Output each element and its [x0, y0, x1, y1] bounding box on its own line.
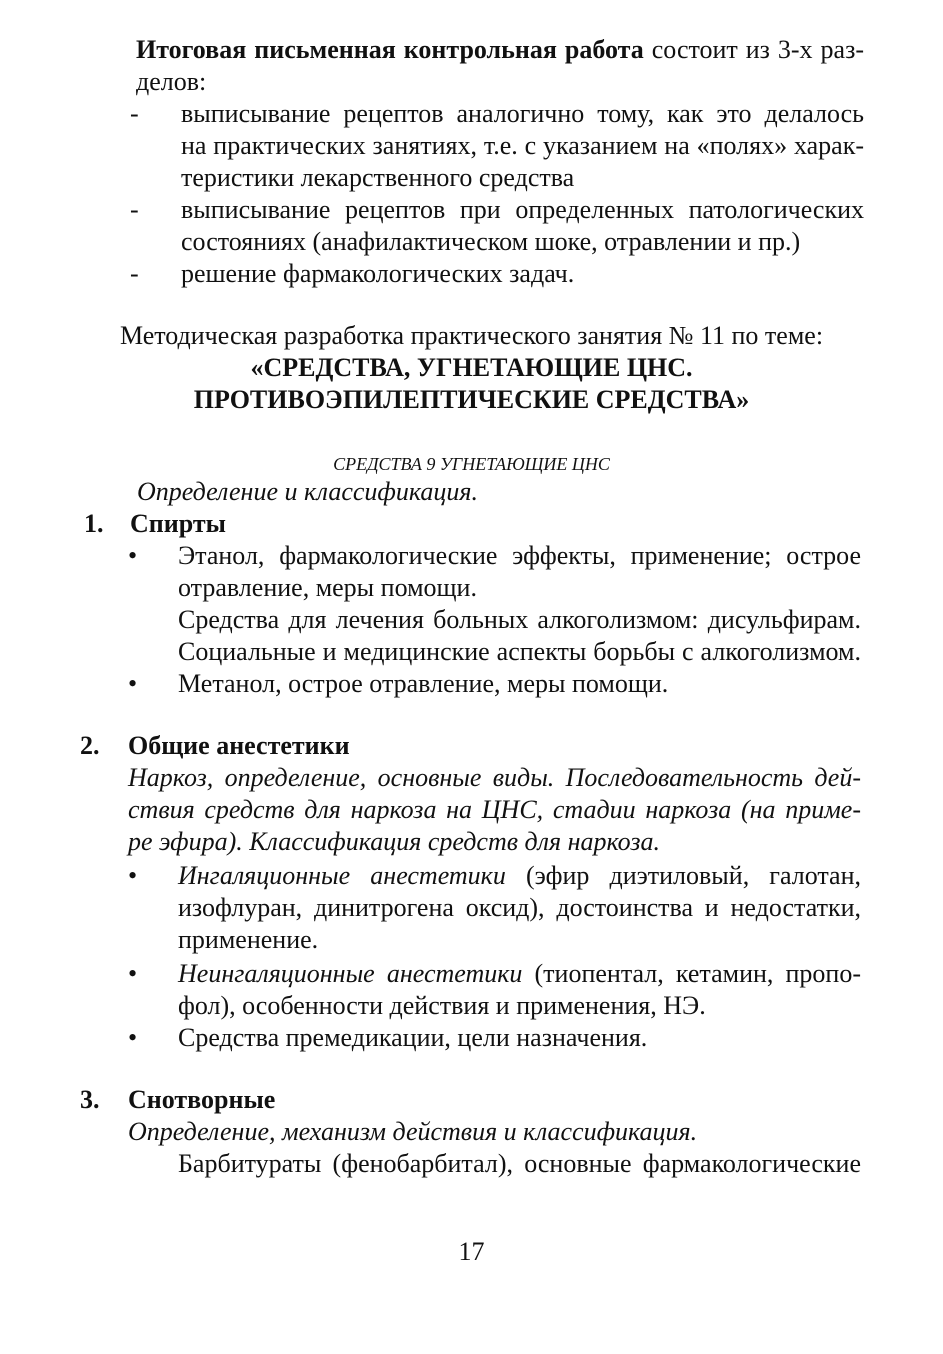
intro-line-2: делов:	[136, 67, 207, 96]
s2-bullet-2-line-2: фол), особенности действия и применения, НЭ.	[178, 991, 706, 1020]
section-1-number: 1.	[84, 509, 104, 538]
s2-intro-line-3: ре эфира). Классификация средств для наркоза.	[128, 827, 660, 856]
s2-bullet-1-rest: (эфир диэтиловый, галотан,	[505, 861, 861, 890]
s3-intro: Определение, механизм действия и классификация.	[128, 1117, 698, 1146]
s2-bullet-1-line-3: применение.	[178, 925, 319, 954]
s2-bullet-1-line-1	[178, 860, 861, 892]
intro-item-1-line-1: выписывание рецептов аналогично тому, как это делалось	[181, 99, 864, 128]
section-2-number: 2.	[80, 731, 100, 760]
s2-bullet-2-rest: (тиопентал, кетамин, пропо-	[522, 959, 861, 988]
bullet: •	[128, 959, 138, 988]
section-subheading: СРЕДСТВА 9 УГНЕТАЮЩИЕ ЦНС	[333, 454, 610, 474]
intro-item-2-line-2: состояниях (анафилактическом шоке, отравлении и пр.)	[181, 227, 801, 256]
s2-bullet-1-line-2: изофлуран, динитрогена оксид), достоинства и недостатки,	[178, 893, 861, 922]
s1-bullet-2: Метанол, острое отравление, меры помощи.	[178, 669, 669, 698]
intro-item-3: решение фармакологических задач.	[181, 259, 575, 288]
dash-marker: -	[130, 99, 139, 128]
section-3-title: Снотворные	[128, 1085, 276, 1114]
topic-title-line-2: ПРОТИВОЭПИЛЕПТИЧЕСКИЕ СРЕДСТВА»	[193, 385, 750, 414]
intro-item-1-line-3: теристики лекарственного средства	[181, 163, 575, 192]
methodical-heading: Методическая разработка практического занятия № 11 по теме:	[119, 321, 824, 350]
bullet: •	[128, 1023, 138, 1052]
s1-cont-line-1: Средства для лечения больных алкоголизмом: дисульфирам.	[178, 605, 861, 634]
intro-bold: Итоговая письменная контрольная работа	[136, 35, 644, 64]
bullet: •	[128, 669, 138, 698]
section-2-title: Общие анестетики	[128, 731, 350, 760]
bullet: •	[128, 861, 138, 890]
s2-bullet-1-italic: Ингаляционные анестетики	[178, 861, 506, 890]
s1-bullet-1-line-1: Этанол, фармакологические эффекты, применение; острое	[178, 541, 861, 570]
dash-marker: -	[130, 195, 139, 224]
s1-cont-line-2: Социальные и медицинские аспекты борьбы с алкоголизмом.	[178, 637, 861, 666]
bullet: •	[128, 541, 138, 570]
intro-line-1	[136, 34, 864, 66]
s1-bullet-1-line-2: отравление, меры помощи.	[178, 573, 477, 602]
dash-marker: -	[130, 259, 139, 288]
s2-intro-line-2: ствия средств для наркоза на ЦНС, стадии наркоза (на приме-	[128, 795, 861, 824]
section-1-title: Спирты	[130, 509, 226, 538]
s2-bullet-3: Средства премедикации, цели назначения.	[178, 1023, 648, 1052]
definition-line: Определение и классификация.	[137, 477, 478, 506]
topic-title-line-1: «СРЕДСТВА, УГНЕТАЮЩИЕ ЦНС.	[250, 353, 693, 382]
s2-intro-line-1: Наркоз, определение, основные виды. Последовательность дей-	[128, 763, 861, 792]
page-number: 17	[458, 1237, 485, 1266]
s2-bullet-2-line-1	[178, 958, 861, 990]
intro-item-1-line-2: на практических занятиях, т.е. с указанием на «полях» харак-	[181, 131, 864, 160]
intro-item-2-line-1: выписывание рецептов при определенных патологических	[181, 195, 864, 224]
intro-rest: состоит из 3-х раз-	[643, 35, 864, 64]
s2-bullet-2-italic: Неингаляционные анестетики	[178, 959, 523, 988]
section-3-number: 3.	[80, 1085, 100, 1114]
s3-text: Барбитураты (фенобарбитал), основные фармакологические	[178, 1149, 861, 1178]
